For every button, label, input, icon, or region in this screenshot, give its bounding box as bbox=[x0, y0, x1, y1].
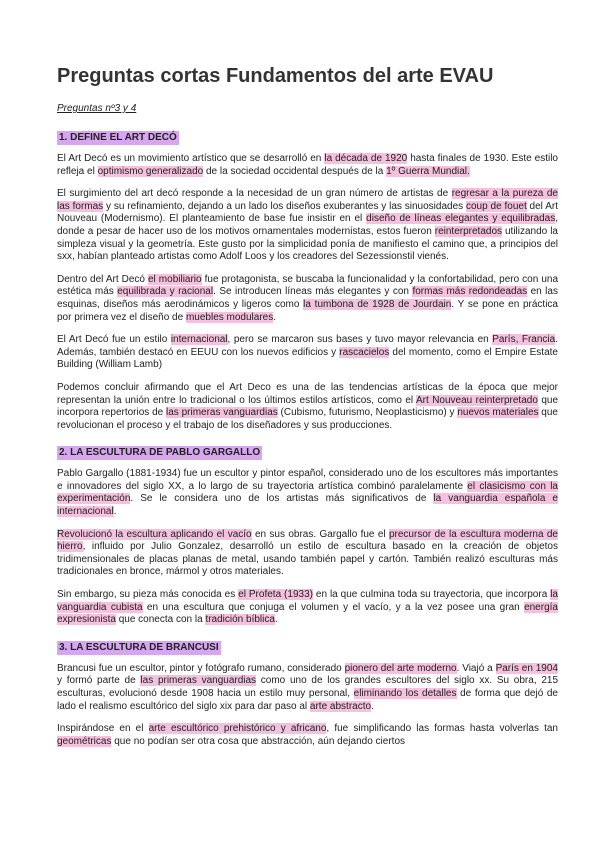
text-run: , donde a pesar de hacer uso de los motivos ornamentales modernistas, estos fueron bbox=[57, 213, 559, 237]
highlighted-text: optimismo generalizado bbox=[97, 165, 204, 177]
text-run: Dentro del Art Decó bbox=[57, 273, 148, 285]
highlighted-text: la tumbona de 1928 de Jourdain bbox=[303, 298, 452, 310]
highlighted-text: nuevos materiales bbox=[457, 407, 539, 419]
highlighted-text: Art Nouveau reinterpretado bbox=[416, 394, 538, 406]
section-1-heading-row bbox=[57, 127, 558, 153]
text-run: y su refinamiento, dejando a un lado los diseños exuberantes y las sinuosidades bbox=[103, 200, 466, 212]
text-run: . bbox=[371, 700, 374, 712]
text-run: El surgimiento del art decó responde a la necesidad de un gran número de artistas de bbox=[57, 188, 452, 200]
text-run: . Además, también destacó en EEUU con los nuevos edificios y bbox=[57, 334, 558, 358]
text-run: . bbox=[274, 614, 278, 626]
text-run: , pero se marcaron sus bases y tuvo mayor relevancia en bbox=[227, 334, 493, 346]
highlighted-text: regresar a la pureza de las formas bbox=[57, 188, 558, 212]
text-run: (Cubismo, futurismo, Neoplasticismo) y bbox=[277, 407, 458, 419]
text-run: y formó parte de bbox=[57, 675, 141, 687]
section-heading: 2. LA ESCULTURA DE PABLO GARGALLO bbox=[59, 447, 261, 459]
highlighted-text: arte abstracto bbox=[309, 700, 372, 712]
text-run: en la que culmina toda su trayectoria, que incorpora bbox=[312, 589, 551, 601]
paragraph bbox=[57, 529, 558, 579]
highlighted-text: París, Francia bbox=[492, 334, 556, 346]
paragraph bbox=[57, 274, 558, 324]
text-run: . Viajó a bbox=[456, 662, 496, 674]
section-2-heading-row bbox=[57, 442, 558, 468]
highlighted-text: el clasicismo con la experimentación bbox=[57, 480, 558, 505]
text-run: de la sociedad occidental después de la bbox=[203, 165, 387, 177]
text-run: . Se le considera uno de los artistas más significativos de bbox=[130, 493, 434, 505]
text-run: utilizando la simpleza visual y la geometría. Este gusto por la simplicidad ponía de manifiesto el camino que, a principios del sxx, habían planteado artistas como Adolf Loos y los creadores del Sezessionstil vienés. bbox=[57, 225, 558, 263]
text-run: , influido por Julio Gonzalez, desarrolló un estilo de escultura basado en la creación de objetos tridimensionales de placas planas de metal, usando también papel y cartón. También realizó esculturas más tradicionales en bronce, mármol y otros materiales. bbox=[57, 541, 558, 578]
text-run: . bbox=[273, 311, 277, 323]
text-run: , fue simplificando las formas hasta volverlas tan bbox=[326, 723, 558, 735]
highlighted-text: diseño de líneas elegantes y equilibradas bbox=[366, 213, 556, 225]
highlighted-text: París en 1904 bbox=[495, 662, 558, 674]
text-run: Brancusi fue un escultor, pintor y fotógrafo rumano, considerado bbox=[57, 662, 345, 674]
paragraph bbox=[57, 723, 558, 748]
text-run: que incorpora repertorios de bbox=[57, 394, 559, 419]
text-run: en las esquinas, diseños más aerodinámicos y ligeros como bbox=[57, 286, 558, 310]
highlighted-text: las primeras vanguardias bbox=[140, 675, 257, 687]
highlighted-text: reinterpretados bbox=[434, 225, 503, 237]
paragraph bbox=[57, 468, 558, 518]
text-run: . Se introducen líneas más elegantes y con bbox=[213, 286, 413, 298]
highlighted-text: precursor de la escultura moderna de hierro bbox=[57, 528, 558, 553]
highlighted-text: rascacielos bbox=[339, 346, 390, 358]
text-run: que no podían ser otra cosa que abstracción, aún dejando ciertos bbox=[111, 735, 405, 747]
text-run: de forma que dejó de lado el realismo escultórico del siglo xix para dar paso al bbox=[57, 688, 558, 712]
highlighted-text: muebles modulares bbox=[185, 311, 274, 323]
text-run: El Art Decó es un movimiento artístico que se desarrolló en bbox=[57, 153, 325, 164]
text-run: que revolucionan el proceso y el trabajo de los diseñadores y sus producciones. bbox=[57, 407, 558, 431]
paragraph bbox=[57, 334, 558, 372]
highlighted-text: la década de 1920 bbox=[324, 153, 408, 164]
text-run: . Y se pone en práctica por primera vez el diseño de bbox=[57, 298, 558, 323]
section-3-heading-row bbox=[57, 637, 558, 663]
page-subtitle: Preguntas nº3 y 4 bbox=[57, 103, 137, 114]
text-run: en una escultura que conjuga el volumen y el vacío, y a la vez posee una gran bbox=[142, 601, 525, 613]
highlighted-text: eliminando los detalles bbox=[353, 688, 457, 699]
paragraph bbox=[57, 188, 558, 264]
highlighted-text: el mobiliario bbox=[148, 273, 202, 285]
highlighted-text: formas más redondeadas bbox=[412, 286, 528, 298]
highlighted-text: energía expresionista bbox=[57, 601, 558, 626]
paragraph bbox=[57, 153, 558, 178]
text-run: del Art Nouveau (Modernismo). El planteamiento de base fue insistir en el bbox=[57, 200, 558, 225]
highlighted-text: geométricas bbox=[57, 735, 112, 747]
text-run: del momento, como el Empire Estate Building (William Lamb) bbox=[57, 346, 558, 371]
text-run: como uno de los grandes escultores del siglo xx. Su obra, 215 esculturas, evolucionó desde 1908 hacia un estilo muy personal, bbox=[57, 675, 559, 699]
text-run: . bbox=[113, 506, 117, 518]
highlighted-text: el Profeta (1933) bbox=[238, 589, 313, 601]
text-run: fue protagonista, se buscaba la funcionalidad y la confortabilidad, pero con una estética más bbox=[57, 273, 559, 298]
section-heading: 1. DEFINE EL ART DECÓ bbox=[59, 132, 177, 143]
document-body bbox=[57, 127, 558, 748]
paragraph bbox=[57, 663, 558, 713]
section-heading: 3. LA ESCULTURA DE BRANCUSI bbox=[59, 641, 219, 653]
highlighted-text: pionero del arte moderno bbox=[344, 662, 457, 674]
highlighted-text: equilibrada y racional bbox=[117, 286, 214, 298]
highlighted-text: tradición bíblica bbox=[205, 614, 275, 626]
text-run: Inspirándose en el bbox=[57, 723, 149, 735]
page-title: Preguntas cortas Fundamentos del arte EVAU bbox=[57, 65, 494, 87]
text-run: Pablo Gargallo (1881-1934) fue un escultor y pintor español, considerado uno de los escultores más importantes e innovadores del siglo XX, a lo largo de su trayectoria artística combinó paralelamente bbox=[57, 468, 558, 492]
highlighted-text: Revolucionó la escultura aplicando el vacío bbox=[57, 528, 252, 540]
text-run: hasta finales de 1930. Este estilo refleja el bbox=[57, 153, 558, 177]
highlighted-text: la vanguardia cubista bbox=[57, 589, 558, 613]
text-run: en sus obras. Gargallo fue el bbox=[251, 528, 389, 540]
text-run: Sin embargo, su pieza más conocida es bbox=[57, 589, 239, 601]
highlighted-text: coup de fouet bbox=[465, 200, 527, 212]
highlighted-text: la vanguardia española e internacional bbox=[57, 493, 558, 518]
paragraph bbox=[57, 589, 558, 627]
text-run: Podemos concluir afirmando que el Art Deco es una de las tendencias artísticas de la época que mejor representan la unión entre lo tradicional o los últimos estilos artísticos, como el bbox=[57, 381, 558, 406]
highlighted-text: las primeras vanguardias bbox=[166, 407, 278, 419]
highlighted-text: 1º Guerra Mundial. bbox=[386, 165, 470, 177]
paragraph bbox=[57, 382, 558, 432]
text-run: El Art Decó fue un estilo bbox=[57, 334, 171, 346]
highlighted-text: internacional bbox=[170, 334, 228, 346]
highlighted-text: arte escultórico prehistórico y africano bbox=[148, 723, 327, 735]
text-run: que conecta con la bbox=[115, 614, 206, 626]
